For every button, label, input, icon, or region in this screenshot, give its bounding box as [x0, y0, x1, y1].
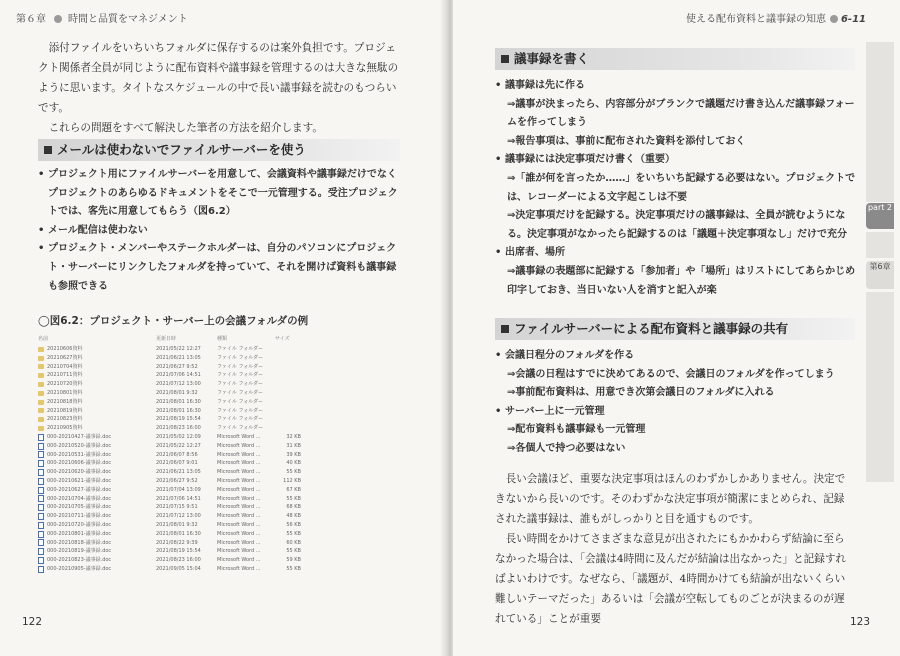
running-header-right — [686, 10, 866, 25]
file-type: Microsoft Word ... — [217, 565, 261, 572]
file-name: 000-20210620-議事録.doc — [47, 469, 112, 476]
edge-tab-strip — [866, 42, 894, 202]
file-list-rows — [38, 345, 348, 574]
file-row — [38, 407, 348, 416]
file-list-header — [38, 333, 348, 345]
list-item: • プロジェクト・メンバーやステークホルダーは、自分のパソコンにプロジェクト・サーバーにリンクしたフォルダを持っていて、それを開けば資料も議事録も参照できる — [38, 240, 400, 296]
file-size — [275, 345, 301, 354]
file-name: 20210704資料 — [47, 363, 83, 370]
file-date: 2021/08/01 16:30 — [156, 530, 201, 537]
file-size: 40 KB — [286, 460, 301, 467]
file-type: ファイル フォルダー — [217, 407, 264, 414]
word-document-icon — [38, 531, 44, 538]
section-heading-sharing — [495, 318, 855, 340]
file-name: 000-20210801-議事録.doc — [47, 530, 112, 537]
list-item: • メール配信は使わない — [38, 222, 400, 241]
list-sub-item: ⇒各個人で持つ必要はない — [507, 442, 626, 454]
folder-icon — [38, 426, 44, 431]
file-name-cell — [38, 398, 156, 407]
chapter-label: 第６章 — [16, 14, 46, 25]
part-tab-label: part 2 — [867, 203, 893, 212]
file-size: 55 KB — [286, 565, 301, 572]
file-type: Microsoft Word ... — [217, 504, 261, 511]
file-name: 000-20210705-議事録.doc — [47, 504, 112, 511]
list-sub-item: ⇒会議の日程はすでに決めてあるので、会議日のフォルダを作ってしまう — [507, 368, 835, 380]
file-size: 112 KB — [283, 477, 301, 484]
word-document-icon — [38, 513, 44, 520]
file-name-cell — [38, 424, 156, 433]
column-size: サイズ — [275, 336, 290, 342]
word-document-icon — [38, 443, 44, 450]
file-row — [38, 415, 348, 424]
file-size: 31 KB — [286, 442, 301, 449]
file-date: 2021/05/02 12:09 — [156, 433, 201, 440]
list-sub-item: ⇒「誰が何を言ったか……」をいちいち記録する必要はない。プロジェクトでは、レコーダーによる文字起こしは不要 — [507, 172, 856, 203]
file-size: 59 KB — [286, 557, 301, 564]
file-name-cell — [38, 442, 156, 451]
file-date: 2021/07/06 14:51 — [156, 495, 201, 502]
body-paragraph-1: 長い会議ほど、重要な決定事項はほんのわずかしかありません。決定できないから長いのです。そのわずかな決定事項が簡潔にまとめられ、記録された議事録は、誰もがしっかりと目を通すものです。 — [495, 473, 846, 525]
word-document-icon — [38, 460, 44, 467]
bullet-dot-icon — [830, 15, 838, 23]
file-size: 60 KB — [286, 539, 301, 546]
list-item: • 会議日程分のフォルダを作る — [495, 347, 857, 366]
file-name-cell — [38, 415, 156, 424]
folder-icon — [38, 391, 44, 396]
square-bullet-icon — [501, 325, 509, 333]
file-row — [38, 442, 348, 451]
right-page — [453, 0, 900, 656]
file-date: 2021/08/01 9:32 — [156, 389, 198, 396]
folder-icon — [38, 373, 44, 378]
file-size: 56 KB — [286, 521, 301, 528]
file-name-cell — [38, 380, 156, 389]
file-row — [38, 371, 348, 380]
file-size: 55 KB — [286, 530, 301, 537]
file-name-cell — [38, 521, 156, 530]
file-name-cell — [38, 459, 156, 468]
list-sub-item: ⇒報告事項は、事前に配布された資料を添付しておく — [507, 135, 746, 147]
file-name: 20210606資料 — [47, 346, 83, 352]
word-document-icon — [38, 539, 44, 546]
list-item: • 議事録は先に作る — [495, 77, 857, 96]
file-date: 2021/06/07 9:01 — [156, 460, 198, 467]
file-type: Microsoft Word ... — [217, 513, 261, 520]
file-name: 000-20210905-議事録.doc — [47, 565, 112, 572]
file-size: 55 KB — [286, 495, 301, 502]
file-date: 2021/06/21 13:05 — [156, 354, 201, 361]
file-name: 20210819資料 — [47, 407, 83, 414]
file-date: 2021/08/23 16:00 — [156, 557, 201, 564]
file-name-cell — [38, 363, 156, 372]
body-paragraph-2: 長い時間をかけてさまざまな意見が出されたにもかかわらず結論に至らなかった場合は、「会議は4時間に及んだが結論は出なかった」と記録すればよいわけです。なぜなら、「議題が、4時間かけても結論が出ないくらい難しいテーマだった」あるいは「会議が空転してものごとが決まるのが遅れている」ことが重要 — [495, 533, 847, 625]
file-name-cell — [38, 477, 156, 486]
running-header-left — [16, 10, 188, 25]
file-row — [38, 530, 348, 539]
file-size — [275, 354, 301, 363]
figure-file-list — [38, 333, 348, 574]
file-name: 000-20210627-議事録.doc — [47, 486, 112, 493]
word-document-icon — [38, 451, 44, 458]
page-number-right: 123 — [849, 616, 870, 628]
file-date: 2021/08/01 16:30 — [156, 407, 201, 414]
word-document-icon — [38, 469, 44, 476]
file-name-cell — [38, 539, 156, 548]
file-type: ファイル フォルダー — [217, 346, 264, 352]
intro-paragraph-1: 添付ファイルをいちいちフォルダに保存するのは案外負担です。プロジェクト関係者全員が同じように配布資料や議事録を管理するのは大きな無駄のように思います。タイトなスケジュールの中で長い議事録を読むのもつらいです。 — [38, 42, 399, 114]
edge-tab-strip — [866, 232, 894, 258]
file-date: 2021/07/15 9:51 — [156, 504, 198, 511]
file-name-cell — [38, 345, 156, 354]
file-size — [275, 371, 301, 380]
file-date: 2021/06/27 9:52 — [156, 363, 198, 370]
column-name: 名前 — [38, 336, 49, 342]
file-name: 000-20210818-議事録.doc — [47, 539, 112, 546]
bullet-dot-icon — [54, 15, 62, 23]
file-date: 2021/07/06 14:51 — [156, 372, 201, 379]
list-sub-item: ⇒決定事項だけを記録する。決定事項だけの議事録は、全員が読むようになる。決定事項がなかったら記録するのは「議題＋決定事項なし」だけで充分 — [507, 210, 847, 240]
file-name: 000-20210720-議事録.doc — [47, 521, 112, 528]
file-type: Microsoft Word ... — [217, 521, 261, 528]
file-type: Microsoft Word ... — [217, 495, 261, 502]
file-name: 000-20210823-議事録.doc — [47, 557, 112, 564]
file-date: 2021/07/12 13:00 — [156, 381, 201, 388]
file-name: 20210801資料 — [47, 389, 83, 396]
list-item: • サーバー上に一元管理 — [495, 403, 857, 422]
file-type: Microsoft Word ... — [217, 486, 261, 493]
folder-icon — [38, 408, 44, 413]
file-name-cell — [38, 371, 156, 380]
file-row — [38, 486, 348, 495]
file-row — [38, 451, 348, 460]
chapter-tab-label: 第6章 — [869, 262, 891, 271]
file-name: 20210905資料 — [47, 425, 83, 432]
section-heading-minutes — [495, 48, 855, 70]
file-date: 2021/06/07 8:56 — [156, 451, 198, 458]
file-name-cell — [38, 451, 156, 460]
file-date: 2021/09/05 15:04 — [156, 565, 201, 572]
file-row — [38, 495, 348, 504]
folder-icon — [38, 356, 44, 361]
file-type: ファイル フォルダー — [217, 425, 264, 432]
file-type: Microsoft Word ... — [217, 442, 261, 449]
list-item: • 出席者、場所 — [495, 244, 857, 263]
list-item: • 議事録には決定事項だけ書く（重要） — [495, 151, 857, 170]
file-name: 000-20210621-議事録.doc — [47, 477, 112, 484]
file-row — [38, 521, 348, 530]
file-name-cell — [38, 556, 156, 565]
file-name: 000-20210531-議事録.doc — [47, 451, 112, 458]
square-bullet-icon — [44, 146, 52, 154]
chapter-tab — [866, 261, 894, 289]
file-type: Microsoft Word ... — [217, 530, 261, 537]
file-name: 20210720資料 — [47, 381, 83, 388]
file-size — [275, 363, 301, 372]
file-size: 32 KB — [286, 433, 301, 440]
file-type: ファイル フォルダー — [217, 372, 264, 379]
file-size — [275, 398, 301, 407]
file-date: 2021/05/22 12:27 — [156, 346, 201, 352]
file-row — [38, 468, 348, 477]
file-row — [38, 424, 348, 433]
file-date: 2021/08/22 9:39 — [156, 539, 198, 546]
list-sub-item: ⇒議事録の表題部に記録する「参加者」や「場所」はリストにしてあらかじめ印字しておき、当日いない人を消すと記入が楽 — [507, 265, 856, 296]
file-date: 2021/06/27 9:52 — [156, 477, 198, 484]
file-name-cell — [38, 530, 156, 539]
file-size: 48 KB — [286, 513, 301, 520]
file-date: 2021/08/19 15:54 — [156, 416, 201, 423]
file-name-cell — [38, 354, 156, 363]
file-name-cell — [38, 547, 156, 556]
file-row — [38, 389, 348, 398]
file-name-cell — [38, 495, 156, 504]
folder-icon — [38, 400, 44, 405]
word-document-icon — [38, 504, 44, 511]
word-document-icon — [38, 566, 44, 573]
figure-caption: ◯図6.2：プロジェクト・サーバー上の会議フォルダの例 — [38, 315, 309, 327]
file-size: 55 KB — [286, 469, 301, 476]
file-date: 2021/08/19 15:54 — [156, 548, 201, 555]
list-item: • プロジェクト用にファイルサーバーを用意して、会議資料や議事録だけでなくプロジェクトのあらゆるドキュメントをそこで一元管理する。受注プロジェクトでは、客先に用意してもらう（図6.2） — [38, 166, 400, 222]
file-size: 67 KB — [286, 486, 301, 493]
file-name: 20210711資料 — [47, 372, 83, 379]
body-text — [495, 469, 853, 629]
file-row — [38, 345, 348, 354]
file-date: 2021/07/12 13:00 — [156, 513, 201, 520]
file-type: Microsoft Word ... — [217, 477, 261, 484]
file-date: 2021/05/22 12:27 — [156, 442, 201, 449]
file-row — [38, 459, 348, 468]
file-row — [38, 354, 348, 363]
section-heading-text: 議事録を書く — [514, 51, 590, 66]
section-heading-text: メールは使わないでファイルサーバーを使う — [57, 142, 306, 157]
section-number: 6-11 — [840, 14, 866, 25]
list-sub-item: ⇒配布資料も議事録も一元管理 — [507, 424, 646, 436]
left-page — [0, 0, 447, 656]
folder-icon — [38, 382, 44, 387]
file-type: Microsoft Word ... — [217, 460, 261, 467]
square-bullet-icon — [501, 55, 509, 63]
file-name: 000-20210427-議事録.doc — [47, 433, 112, 440]
file-name: 000-20210711-議事録.doc — [47, 513, 112, 520]
file-size — [275, 407, 301, 416]
file-type: Microsoft Word ... — [217, 469, 261, 476]
section-heading-file-server — [38, 139, 400, 161]
file-row — [38, 503, 348, 512]
file-date: 2021/08/01 16:30 — [156, 398, 201, 405]
bullet-list-sharing — [495, 347, 857, 459]
word-document-icon — [38, 487, 44, 494]
file-size — [275, 380, 301, 389]
file-row — [38, 433, 348, 442]
file-row — [38, 477, 348, 486]
section-header-title: 使える配布資料と議事録の知恵 — [685, 14, 826, 25]
column-date: 更新日時 — [156, 336, 177, 342]
folder-icon — [38, 347, 44, 352]
file-name-cell — [38, 433, 156, 442]
folder-icon — [38, 364, 44, 369]
file-size: 39 KB — [286, 451, 301, 458]
file-name-cell — [38, 468, 156, 477]
file-type: Microsoft Word ... — [217, 548, 261, 555]
file-type: ファイル フォルダー — [217, 354, 264, 361]
file-row — [38, 556, 348, 565]
intro-paragraph-2: これらの問題をすべて解決した筆者の方法を紹介します。 — [48, 122, 323, 134]
file-name: 20210818資料 — [47, 398, 83, 405]
file-row — [38, 380, 348, 389]
list-sub-item: ⇒事前配布資料は、用意でき次第会議日のフォルダに入れる — [507, 387, 775, 399]
file-type: ファイル フォルダー — [217, 381, 264, 388]
part-tab — [866, 203, 894, 229]
file-row — [38, 363, 348, 372]
file-size: 68 KB — [286, 504, 301, 511]
section-heading-text: ファイルサーバーによる配布資料と議事録の共有 — [514, 321, 789, 336]
file-type: Microsoft Word ... — [217, 539, 261, 546]
file-row — [38, 398, 348, 407]
file-size — [275, 389, 301, 398]
file-row — [38, 565, 348, 574]
word-document-icon — [38, 495, 44, 502]
file-row — [38, 512, 348, 521]
file-type: ファイル フォルダー — [217, 389, 264, 396]
file-size — [275, 415, 301, 424]
file-name: 000-20210520-議事録.doc — [47, 442, 112, 449]
word-document-icon — [38, 557, 44, 564]
file-name-cell — [38, 565, 156, 574]
edge-tab-strip — [866, 292, 894, 482]
intro-text — [38, 38, 402, 138]
file-name-cell — [38, 407, 156, 416]
chapter-title: 時間と品質をマネジメント — [68, 14, 188, 25]
folder-icon — [38, 417, 44, 422]
file-name: 000-20210819-議事録.doc — [47, 548, 112, 555]
file-size — [275, 424, 301, 433]
file-date: 2021/06/21 13:05 — [156, 469, 201, 476]
file-row — [38, 547, 348, 556]
file-type: ファイル フォルダー — [217, 398, 264, 405]
file-type: Microsoft Word ... — [217, 557, 261, 564]
page-number-left: 122 — [22, 616, 43, 628]
file-type: ファイル フォルダー — [217, 363, 264, 370]
file-name-cell — [38, 389, 156, 398]
file-name-cell — [38, 503, 156, 512]
file-date: 2021/07/04 13:09 — [156, 486, 201, 493]
file-name: 000-20210606-議事録.doc — [47, 460, 112, 467]
list-sub-item: ⇒議事が決まったら、内容部分がブランクで議題だけ書き込んだ議事録フォームを作ってしまう — [507, 98, 855, 129]
word-document-icon — [38, 522, 44, 529]
file-name-cell — [38, 512, 156, 521]
file-type: Microsoft Word ... — [217, 433, 261, 440]
column-type: 種類 — [217, 336, 228, 342]
file-name: 20210823資料 — [47, 416, 83, 423]
word-document-icon — [38, 478, 44, 485]
file-name: 000-20210704-議事録.doc — [47, 495, 112, 502]
file-type: ファイル フォルダー — [217, 416, 264, 423]
file-name-cell — [38, 486, 156, 495]
file-date: 2021/08/23 16:00 — [156, 425, 201, 432]
file-row — [38, 539, 348, 548]
file-name: 20210627資料 — [47, 354, 83, 361]
bullet-list-minutes — [495, 77, 857, 300]
word-document-icon — [38, 434, 44, 441]
file-type: Microsoft Word ... — [217, 451, 261, 458]
file-date: 2021/08/01 9:32 — [156, 521, 198, 528]
bullet-list-left — [38, 166, 400, 296]
word-document-icon — [38, 548, 44, 555]
file-size: 55 KB — [286, 548, 301, 555]
